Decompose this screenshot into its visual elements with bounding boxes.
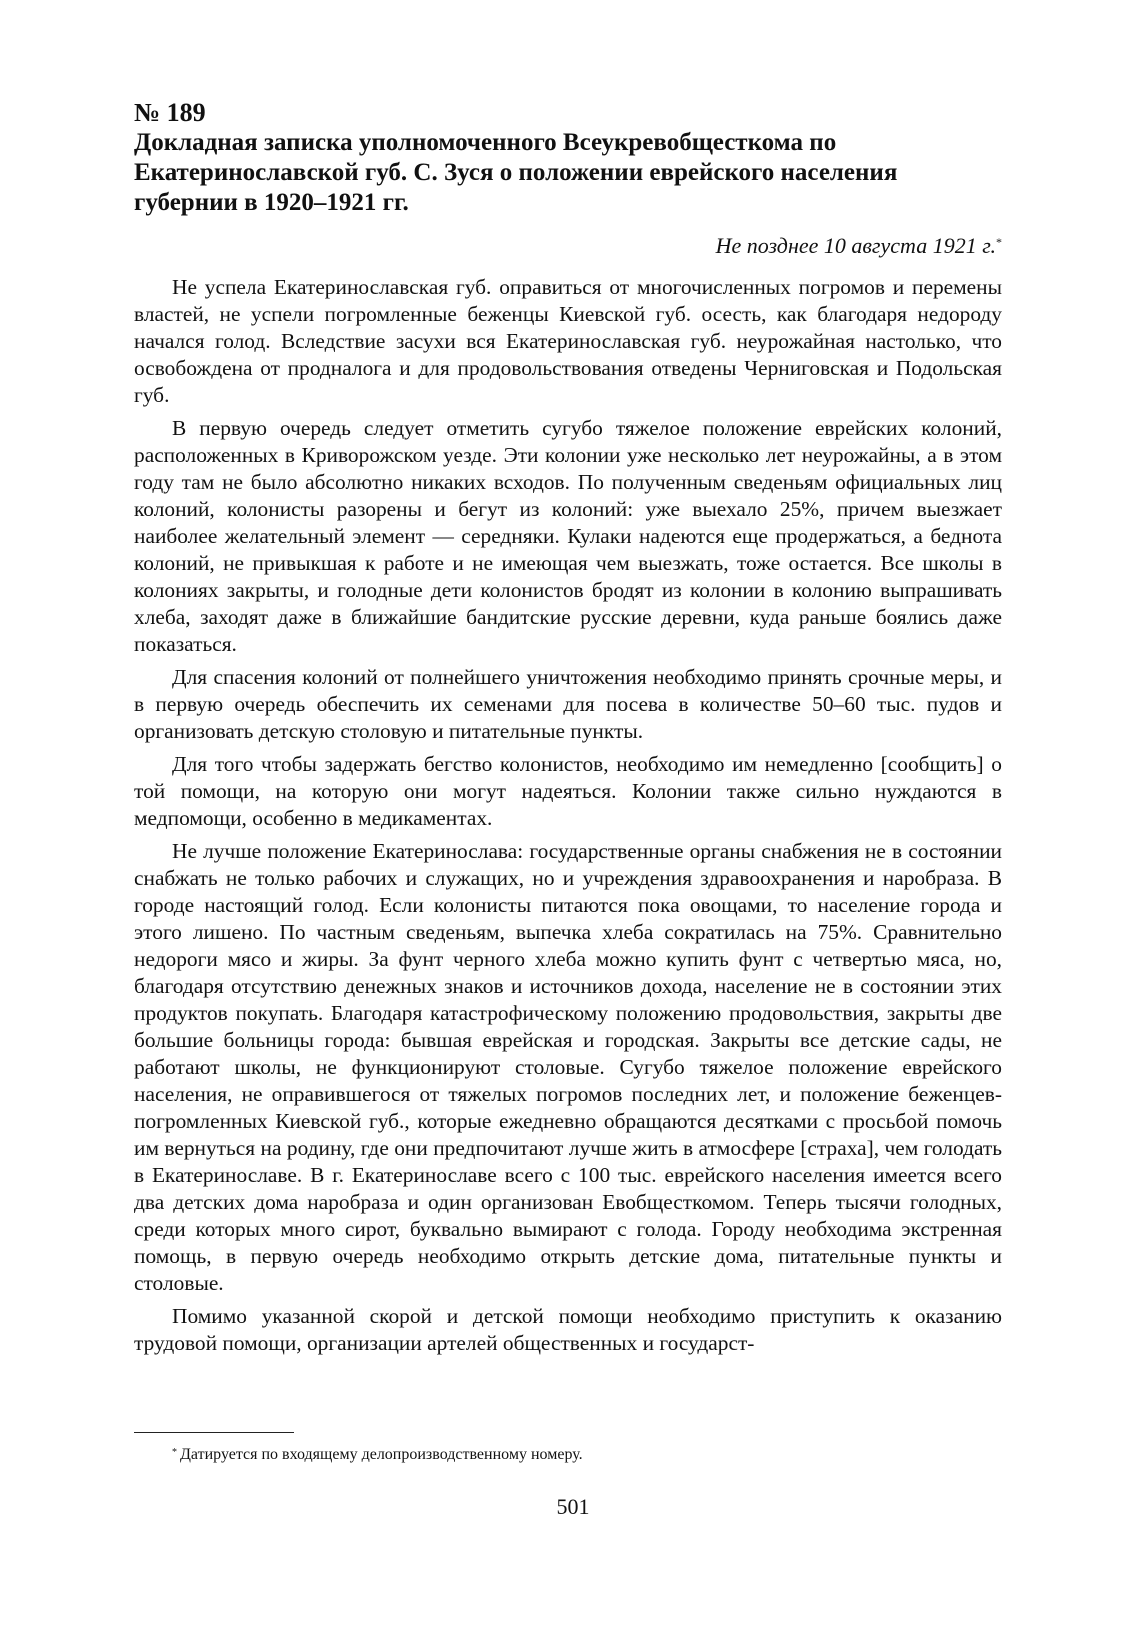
body-paragraph: В первую очередь следует отметить сугубо тяжелое положение еврейских колоний, расположенных в Криворожском уезде. Эти колонии уже несколько лет неурожайны, а в этом году там не было абсолютно никаких всходов. По полученным сведеньям официальных лиц колоний, колонисты разорены и бегут из колоний: уже выехало 25%, причем выезжает наиболее желательный элемент — середняки. Кулаки надеются еще продержаться, а беднота колоний, не привыкшая к работе и не имеющая чем выезжать, тоже остается. Все школы в колониях закрыты, и голодные дети колонистов бродят из колонии в колонию выпрашивать хлеба, заходят даже в ближайшие бандитские русские деревни, куда раньше боялись даже показаться. [134,416,1002,656]
body-paragraph: Не лучше положение Екатеринослава: государственные органы снабжения не в состоянии снабжать не только рабочих и служащих, но и учреждения здравоохранения и наробраза. В городе настоящий голод. Если колонисты питаются пока овощами, то население города и этого лишено. По частным сведеньям, выпечка хлеба сократилась на 75%. Сравнительно недороги мясо и жиры. За фунт черного хлеба можно купить фунт с четвертью мяса, но, благодаря отсутствию денежных знаков и источников дохода, население не в состоянии этих продуктов покупать. Благодаря катастрофическому положению продовольствия, закрыты две большие больницы города: бывшая еврейская и городская. Закрыты все детские сады, не работают школы, не функционируют столовые. Сугубо тяжелое положение еврейского населения, не оправившегося от тяжелых погромов последних лет, и положение беженцев-погромленных Киевской губ., которые ежедневно обращаются десятками с просьбой помочь им вернуться на родину, где они предпочитают лучше жить в атмосфере [страха], чем голодать в Екатеринославе. В г. Екатеринославе всего с 100 тыс. еврейского населения имеется всего два детских дома наробраза и один организован Евобщесткомом. Теперь тысячи голодных, среди которых много сирот, буквально вымирают с голода. Городу необходима экстренная помощь, в первую очередь необходимо открыть детские дома, питательные пункты и столовые. [134,839,1002,1295]
footnote-marker: * [172,1447,177,1458]
body-paragraph: Для спасения колоний от полнейшего уничтожения необходимо принять срочные меры, и в первую очередь обеспечить их семенами для посева в количестве 50–60 тыс. пудов и организовать детскую столовую и питательные пункты. [134,665,1002,743]
document-body [134,274,1002,1357]
document-title: Докладная записка уполномоченного Всеукревобщесткома по Екатеринославской губ. С. Зуся о положении еврейского населения губернии в 1920–1921 гг. [134,129,898,216]
footnote [172,1444,1002,1466]
body-paragraph: Не успела Екатеринославская губ. оправиться от многочисленных погромов и перемены властей, не успели погромленные беженцы Киевской губ. осесть, как благодаря недороду начался голод. Вследствие засухи вся Екатеринославская губ. неурожайная настолько, что освобождена от продналога и для продовольствования отведены Черниговская и Подольская губ. [134,275,1002,407]
document-date [134,232,1002,260]
body-paragraph: Помимо указанной скорой и детской помощи необходимо приступить к оказанию трудовой помощи, организации артелей общественных и государст- [134,1304,1002,1355]
document-page [134,98,1002,1363]
footnote-divider [134,1432,294,1433]
body-paragraph: Для того чтобы задержать бегство колонистов, необходимо им немедленно [сообщить] о той помощи, на которую они могут надеяться. Колонии также сильно нуждаются в медпомощи, особенно в медикаментах. [134,752,1002,830]
document-date-text: Не позднее 10 августа 1921 г. [715,233,996,258]
date-footnote-marker: * [996,235,1002,249]
footnote-text: Датируется по входящему делопроизводственному номеру. [180,1446,583,1463]
document-number: № 189 [134,98,206,127]
page-number: 501 [556,1494,590,1519]
